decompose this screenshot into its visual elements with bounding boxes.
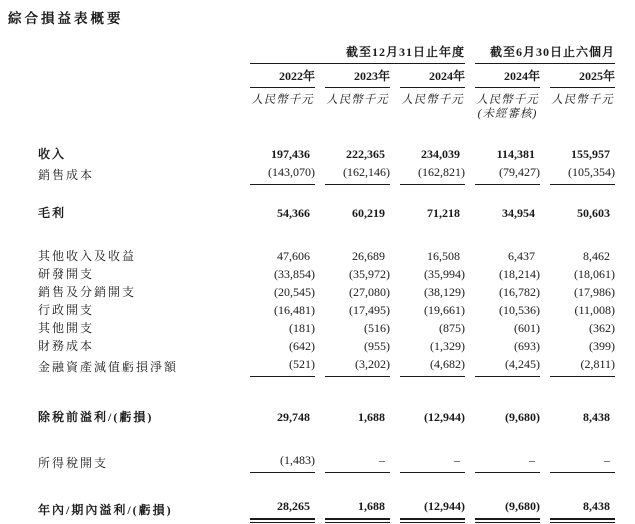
year-header-2024 — [390, 64, 465, 88]
cell-value: (17,495) — [349, 303, 390, 317]
row-label: 研發開支 — [38, 267, 95, 281]
row-label-cell — [8, 185, 240, 223]
cell-value: (521) — [250, 356, 315, 377]
table-row — [8, 164, 615, 185]
value-cell — [465, 377, 540, 427]
cell-value: (601) — [514, 321, 541, 335]
cell-value: (362) — [589, 321, 616, 335]
cell-value: 6,437 — [508, 249, 536, 263]
value-cell — [315, 320, 390, 338]
row-label-cell — [8, 266, 240, 284]
row-label-cell — [8, 356, 240, 377]
value-cell — [390, 302, 465, 320]
cell-value: (9,680) — [475, 498, 540, 520]
audit-note — [550, 107, 615, 121]
value-cell — [315, 377, 390, 427]
value-cell — [240, 185, 315, 223]
value-cell — [465, 185, 540, 223]
value-cell — [240, 377, 315, 427]
cell-value: (19,661) — [424, 303, 466, 317]
cell-value: 222,365 — [346, 147, 385, 161]
cell-value: (955) — [364, 339, 390, 353]
value-cell — [240, 427, 315, 473]
row-label: 財務成本 — [38, 339, 95, 353]
unit-cell — [315, 88, 390, 121]
table-row — [8, 302, 615, 320]
cell-value: (35,972) — [349, 267, 390, 281]
cell-value: 16,508 — [427, 249, 461, 263]
cell-value: (18,214) — [499, 267, 541, 281]
year-label: 2024年 — [475, 68, 540, 88]
cell-value: (1,483) — [250, 452, 315, 473]
row-label: 年內/期內溢利/(虧損) — [38, 503, 173, 517]
column-group-interim — [465, 44, 615, 64]
value-cell — [540, 473, 615, 520]
cell-value: 29,748 — [277, 410, 310, 424]
value-cell — [540, 338, 615, 356]
cell-value: – — [400, 452, 465, 473]
value-cell — [240, 302, 315, 320]
cell-value: 71,218 — [427, 206, 461, 220]
value-cell — [240, 223, 315, 266]
cell-value: (1,329) — [430, 339, 466, 353]
cell-value: 60,219 — [352, 206, 385, 220]
value-cell — [315, 284, 390, 302]
cell-value: 50,603 — [577, 206, 611, 220]
column-group-label: 截至6月30日止六個月 — [475, 44, 615, 64]
value-cell — [465, 427, 540, 473]
page-title: 綜合損益表概要 — [8, 11, 124, 26]
row-label: 銷售成本 — [38, 168, 95, 182]
cell-value: (10,536) — [499, 303, 541, 317]
cell-value: 8,462 — [583, 249, 611, 263]
currency-unit-label: 人民幣千元 — [476, 94, 539, 106]
value-cell — [465, 302, 540, 320]
value-cell — [465, 356, 540, 377]
cell-value: (105,354) — [550, 164, 615, 185]
value-cell — [390, 223, 465, 266]
cell-value: 54,366 — [277, 206, 310, 220]
table-row — [8, 284, 615, 302]
unit-cell — [240, 88, 315, 121]
value-cell — [540, 223, 615, 266]
value-cell — [465, 266, 540, 284]
value-cell — [540, 427, 615, 473]
cell-value: (642) — [289, 339, 315, 353]
audit-note — [250, 107, 315, 121]
year-header-2024-interim — [465, 64, 540, 88]
value-cell — [540, 284, 615, 302]
cell-value: (38,129) — [424, 285, 466, 299]
value-cell — [465, 320, 540, 338]
value-cell — [540, 164, 615, 185]
cell-value: 234,039 — [421, 147, 461, 161]
cell-value: 1,688 — [358, 410, 385, 424]
unit-cell — [465, 88, 540, 121]
value-cell — [315, 473, 390, 520]
cell-value: (143,070) — [250, 164, 315, 185]
value-cell — [315, 185, 390, 223]
unit-cell — [390, 88, 465, 121]
cell-value: (693) — [514, 339, 541, 353]
row-label: 除稅前溢利/(虧損) — [38, 410, 154, 424]
row-label: 收入 — [38, 147, 67, 161]
value-cell — [315, 223, 390, 266]
value-cell — [540, 121, 615, 164]
table-row — [8, 356, 615, 377]
year-header-row — [8, 64, 615, 88]
value-cell — [390, 164, 465, 185]
value-cell — [390, 427, 465, 473]
row-label-cell — [8, 427, 240, 473]
value-cell — [315, 266, 390, 284]
audit-note — [400, 107, 465, 121]
cell-value: (162,146) — [325, 164, 390, 185]
value-cell — [240, 356, 315, 377]
row-label: 金融資產減值虧損淨額 — [38, 360, 179, 374]
cell-value: 8,438 — [550, 498, 615, 520]
row-label-cell — [8, 320, 240, 338]
row-label-cell — [8, 223, 240, 266]
cell-value: 155,957 — [571, 147, 611, 161]
row-label-cell — [8, 473, 240, 520]
cell-value: (2,811) — [550, 356, 615, 377]
cell-value: (35,994) — [424, 267, 466, 281]
row-label-cell — [8, 284, 240, 302]
currency-unit-label: 人民幣千元 — [326, 94, 389, 106]
value-cell — [390, 320, 465, 338]
cell-value: (12,944) — [400, 498, 465, 520]
cell-value: (16,481) — [274, 303, 315, 317]
row-label: 其他開支 — [38, 321, 95, 335]
table-row — [8, 338, 615, 356]
value-cell — [540, 302, 615, 320]
cell-value: (4,245) — [475, 356, 540, 377]
year-header-2022 — [240, 64, 315, 88]
value-cell — [465, 223, 540, 266]
value-cell — [465, 121, 540, 164]
empty-corner-cell — [8, 44, 240, 64]
value-cell — [390, 185, 465, 223]
cell-value: (4,682) — [400, 356, 465, 377]
value-cell — [465, 284, 540, 302]
unit-cell — [540, 88, 615, 121]
value-cell — [315, 302, 390, 320]
cell-value: – — [325, 452, 390, 473]
cell-value: 1,688 — [325, 498, 390, 520]
audit-note — [325, 107, 390, 121]
table-row — [8, 266, 615, 284]
row-label-cell — [8, 121, 240, 164]
cell-value: (399) — [589, 339, 616, 353]
empty-corner-cell — [8, 88, 240, 121]
cell-value: (12,944) — [424, 410, 466, 424]
value-cell — [540, 320, 615, 338]
row-label: 所得稅開支 — [38, 456, 109, 470]
cell-value: 26,689 — [352, 249, 385, 263]
value-cell — [240, 320, 315, 338]
currency-unit-label: 人民幣千元 — [251, 94, 314, 106]
cell-value: (20,545) — [274, 285, 315, 299]
row-label: 其他收入及收益 — [38, 249, 137, 263]
value-cell — [240, 473, 315, 520]
value-cell — [315, 164, 390, 185]
value-cell — [240, 284, 315, 302]
value-cell — [540, 377, 615, 427]
row-label: 行政開支 — [38, 303, 95, 317]
column-group-annual — [240, 44, 465, 64]
unit-header-row — [8, 88, 615, 121]
column-group-header-row — [8, 44, 615, 64]
year-header-2023 — [315, 64, 390, 88]
value-cell — [390, 266, 465, 284]
cell-value: 28,265 — [250, 498, 315, 520]
value-cell — [240, 164, 315, 185]
cell-value: 197,436 — [271, 147, 310, 161]
cell-value: (16,782) — [499, 285, 541, 299]
value-cell — [465, 473, 540, 520]
cell-value: (11,008) — [574, 303, 616, 317]
value-cell — [240, 121, 315, 164]
value-cell — [390, 377, 465, 427]
empty-corner-cell — [8, 64, 240, 88]
value-cell — [315, 338, 390, 356]
cell-value: – — [475, 452, 540, 473]
column-group-label: 截至12月31日止年度 — [250, 44, 465, 64]
cell-value: (9,680) — [505, 410, 541, 424]
table-row — [8, 121, 615, 164]
cell-value: (3,202) — [325, 356, 390, 377]
year-label: 2022年 — [250, 68, 315, 88]
cell-value: (27,080) — [349, 285, 390, 299]
table-row — [8, 320, 615, 338]
currency-unit-label: 人民幣千元 — [401, 94, 464, 106]
cell-value: (162,821) — [400, 164, 465, 185]
cell-value: 8,438 — [583, 410, 611, 424]
value-cell — [390, 284, 465, 302]
cell-value: (17,986) — [574, 285, 616, 299]
cell-value: (875) — [439, 321, 466, 335]
value-cell — [390, 121, 465, 164]
cell-value: (181) — [289, 321, 315, 335]
table-row — [8, 427, 615, 473]
row-label-cell — [8, 377, 240, 427]
audit-note: (未經審核) — [477, 108, 538, 120]
table-row — [8, 185, 615, 223]
value-cell — [540, 185, 615, 223]
value-cell — [540, 356, 615, 377]
year-label: 2025年 — [550, 68, 615, 88]
row-label: 銷售及分銷開支 — [38, 285, 137, 299]
value-cell — [390, 338, 465, 356]
value-cell — [315, 356, 390, 377]
value-cell — [465, 164, 540, 185]
cell-value: (18,061) — [574, 267, 616, 281]
cell-value: (516) — [364, 321, 390, 335]
table-row — [8, 473, 615, 520]
year-header-2025-interim — [540, 64, 615, 88]
value-cell — [240, 338, 315, 356]
year-label: 2024年 — [400, 68, 465, 88]
cell-value: (33,854) — [274, 267, 315, 281]
currency-unit-label: 人民幣千元 — [551, 94, 614, 106]
row-label-cell — [8, 164, 240, 185]
value-cell — [540, 266, 615, 284]
cell-value: 47,606 — [277, 249, 310, 263]
year-label: 2023年 — [325, 68, 390, 88]
value-cell — [315, 121, 390, 164]
cell-value: 114,381 — [496, 147, 536, 161]
row-label-cell — [8, 338, 240, 356]
table-row — [8, 223, 615, 266]
cell-value: (79,427) — [475, 164, 540, 185]
income-statement-table — [8, 44, 615, 520]
cell-value: 34,954 — [502, 206, 536, 220]
value-cell — [240, 266, 315, 284]
value-cell — [390, 473, 465, 520]
cell-value: – — [550, 452, 615, 473]
value-cell — [465, 338, 540, 356]
value-cell — [390, 356, 465, 377]
value-cell — [315, 427, 390, 473]
row-label-cell — [8, 302, 240, 320]
table-row — [8, 377, 615, 427]
row-label: 毛利 — [38, 206, 67, 220]
